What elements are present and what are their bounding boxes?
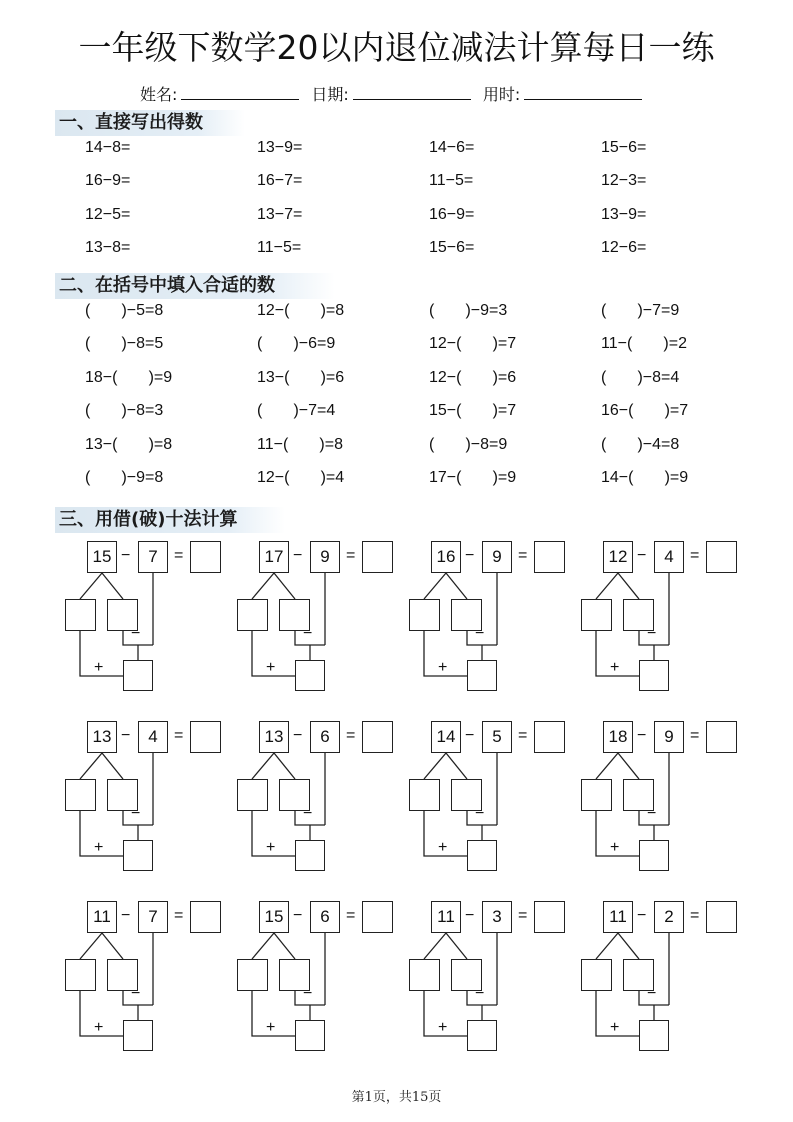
subtract-sign: − — [475, 805, 485, 822]
direct-calc-equation[interactable]: 13−8= — [85, 239, 131, 257]
section-3-heading: 三、用借(破)十法计算 — [55, 507, 285, 533]
subtrahend-value: 6 — [320, 907, 330, 926]
direct-calc-equation[interactable]: 16−9= — [429, 205, 475, 223]
break-ten-problem — [237, 721, 407, 876]
fill-bracket-equation[interactable]: ( )−5=8 — [85, 301, 164, 319]
direct-calc-equation[interactable]: 16−7= — [257, 172, 303, 190]
plus-sign: + — [438, 839, 448, 856]
break-ten-problem — [409, 721, 579, 876]
minuend-box — [603, 901, 633, 933]
direct-calc-equation[interactable]: 13−7= — [257, 205, 303, 223]
minus-sign: − — [121, 727, 131, 744]
plus-sign: + — [266, 659, 276, 676]
direct-calc-equation[interactable]: 15−6= — [601, 138, 647, 156]
plus-sign: + — [266, 1019, 276, 1036]
break-ten-problem — [65, 541, 235, 696]
fill-bracket-equation[interactable]: 13−( )=6 — [257, 368, 345, 386]
name-label: 姓名: — [140, 85, 178, 104]
fill-bracket-equation[interactable]: 12−( )=4 — [257, 469, 345, 487]
fill-bracket-equation[interactable]: ( )−8=9 — [429, 435, 508, 453]
fill-bracket-equation[interactable]: ( )−4=8 — [601, 435, 680, 453]
break-ten-problem — [65, 721, 235, 876]
split-ten-box[interactable] — [237, 779, 268, 811]
minuend-box — [603, 541, 633, 573]
subtract-sign: − — [303, 985, 313, 1002]
intermediate-result-box[interactable] — [639, 840, 669, 871]
fill-bracket-equation[interactable]: ( )−6=9 — [257, 335, 336, 353]
subtrahend-box — [310, 541, 340, 573]
split-ten-box[interactable] — [581, 779, 612, 811]
time-used-field[interactable] — [483, 82, 646, 105]
minus-sign: − — [465, 727, 475, 744]
break-ten-problem — [409, 901, 579, 1056]
minus-sign: − — [637, 547, 647, 564]
fill-bracket-equation[interactable]: 11−( )=2 — [601, 335, 687, 353]
plus-sign: + — [438, 1019, 448, 1036]
fill-bracket-row — [85, 428, 785, 462]
minus-sign: − — [293, 907, 303, 924]
answer-box[interactable] — [190, 541, 221, 573]
answer-box[interactable] — [706, 541, 737, 573]
fill-bracket-row — [85, 328, 785, 362]
minuend-box — [87, 901, 117, 933]
subtrahend-box — [654, 541, 684, 573]
equals-sign: = — [518, 727, 528, 744]
minuend-box — [87, 721, 117, 753]
plus-sign: + — [438, 659, 448, 676]
subtrahend-box — [138, 721, 168, 753]
answer-box[interactable] — [706, 721, 737, 753]
intermediate-result-box[interactable] — [467, 660, 497, 691]
subtract-sign: − — [131, 805, 141, 822]
direct-calc-row — [85, 165, 785, 199]
date-label: 日期: — [311, 85, 349, 104]
fill-bracket-equation[interactable]: ( )−7=9 — [601, 301, 680, 319]
minuend-box — [259, 721, 289, 753]
fill-bracket-equation[interactable]: 12−( )=6 — [429, 368, 517, 386]
minuend-value: 14 — [436, 727, 456, 746]
split-ten-box[interactable] — [409, 959, 440, 991]
subtract-sign: − — [647, 805, 657, 822]
fill-bracket-row — [85, 361, 785, 395]
date-field[interactable] — [311, 82, 474, 105]
section-2-equations — [85, 294, 785, 495]
fill-bracket-row — [85, 294, 785, 328]
plus-sign: + — [610, 1019, 620, 1036]
answer-box[interactable] — [362, 721, 393, 753]
answer-box[interactable] — [706, 901, 737, 933]
intermediate-result-box[interactable] — [123, 840, 153, 871]
intermediate-result-box[interactable] — [467, 1020, 497, 1051]
direct-calc-equation[interactable]: 13−9= — [257, 138, 303, 156]
equals-sign: = — [346, 727, 356, 744]
equals-sign: = — [346, 547, 356, 564]
split-ten-box[interactable] — [237, 599, 268, 631]
subtrahend-value: 7 — [148, 907, 158, 926]
section-2-heading: 二、在括号中填入合适的数 — [55, 273, 335, 299]
minuend-box — [431, 541, 461, 573]
direct-calc-row — [85, 131, 785, 165]
equals-sign: = — [518, 547, 528, 564]
direct-calc-row — [85, 232, 785, 266]
plus-sign: + — [94, 659, 104, 676]
subtrahend-box — [482, 901, 512, 933]
break-ten-problem — [581, 901, 751, 1056]
minuend-value: 16 — [436, 547, 456, 566]
subtrahend-box — [138, 541, 168, 573]
fill-bracket-equation[interactable]: 17−( )=9 — [429, 469, 517, 487]
minuend-value: 15 — [92, 547, 112, 566]
answer-box[interactable] — [534, 901, 565, 933]
minuend-value: 11 — [437, 907, 455, 926]
plus-sign: + — [94, 839, 104, 856]
name-field[interactable] — [140, 82, 303, 105]
subtract-sign: − — [475, 625, 485, 642]
split-ten-box[interactable] — [237, 959, 268, 991]
minuend-box — [603, 721, 633, 753]
subtrahend-value: 9 — [320, 547, 330, 566]
minuend-value: 15 — [264, 907, 284, 926]
minuend-value: 18 — [608, 727, 628, 746]
plus-sign: + — [266, 839, 276, 856]
intermediate-result-box[interactable] — [123, 1020, 153, 1051]
split-ten-box[interactable] — [409, 779, 440, 811]
fill-bracket-equation[interactable]: 13−( )=8 — [85, 435, 173, 453]
intermediate-result-box[interactable] — [639, 660, 669, 691]
minus-sign: − — [293, 547, 303, 564]
split-ten-box[interactable] — [581, 959, 612, 991]
split-ten-box[interactable] — [65, 599, 96, 631]
intermediate-result-box[interactable] — [639, 1020, 669, 1051]
break-ten-problem — [237, 541, 407, 696]
equals-sign: = — [690, 727, 700, 744]
answer-box[interactable] — [190, 901, 221, 933]
subtract-sign: − — [131, 625, 141, 642]
break-ten-problem — [581, 541, 751, 696]
plus-sign: + — [610, 839, 620, 856]
subtract-sign: − — [647, 985, 657, 1002]
fill-bracket-equation[interactable]: 14−( )=9 — [601, 469, 689, 487]
equals-sign: = — [518, 907, 528, 924]
direct-calc-equation[interactable]: 15−6= — [429, 239, 475, 257]
split-ten-box[interactable] — [409, 599, 440, 631]
equals-sign: = — [346, 907, 356, 924]
break-ten-problem — [65, 901, 235, 1056]
fill-bracket-equation[interactable]: ( )−9=8 — [85, 469, 164, 487]
minuend-value: 17 — [264, 547, 284, 566]
fill-bracket-equation[interactable]: ( )−9=3 — [429, 301, 508, 319]
minuend-box — [431, 901, 461, 933]
plus-sign: + — [94, 1019, 104, 1036]
subtrahend-box — [310, 901, 340, 933]
page-footer: 第1页，共15页 — [351, 1090, 442, 1105]
minuend-box — [87, 541, 117, 573]
subtrahend-box — [310, 721, 340, 753]
subtrahend-value: 9 — [492, 547, 502, 566]
subtrahend-value: 3 — [492, 907, 502, 926]
direct-calc-equation[interactable]: 11−5= — [257, 239, 302, 257]
subtract-sign: − — [303, 805, 313, 822]
minuend-value: 11 — [93, 907, 111, 926]
direct-calc-equation[interactable]: 16−9= — [85, 172, 131, 190]
subtrahend-value: 6 — [320, 727, 330, 746]
answer-box[interactable] — [534, 541, 565, 573]
intermediate-result-box[interactable] — [295, 840, 325, 871]
answer-box[interactable] — [190, 721, 221, 753]
subtrahend-value: 9 — [664, 727, 674, 746]
section-1-heading: 一、直接写出得数 — [55, 110, 245, 136]
equals-sign: = — [690, 907, 700, 924]
minuend-value: 12 — [608, 547, 628, 566]
fill-bracket-equation[interactable]: ( )−8=4 — [601, 368, 680, 386]
direct-calc-equation[interactable]: 12−6= — [601, 239, 647, 257]
intermediate-result-box[interactable] — [123, 660, 153, 691]
fill-bracket-equation[interactable]: 18−( )=9 — [85, 368, 173, 386]
subtrahend-value: 7 — [148, 547, 158, 566]
fill-bracket-equation[interactable]: 16−( )=7 — [601, 402, 689, 420]
direct-calc-equation[interactable]: 14−6= — [429, 138, 475, 156]
minus-sign: − — [121, 907, 131, 924]
subtract-sign: − — [475, 985, 485, 1002]
fill-bracket-equation[interactable]: ( )−7=4 — [257, 402, 336, 420]
minus-sign: − — [293, 727, 303, 744]
intermediate-result-box[interactable] — [295, 1020, 325, 1051]
subtrahend-box — [482, 721, 512, 753]
fill-bracket-row — [85, 395, 785, 429]
direct-calc-equation[interactable]: 12−3= — [601, 172, 647, 190]
section-1-equations — [85, 131, 785, 265]
direct-calc-equation[interactable]: 13−9= — [601, 205, 647, 223]
date-blank[interactable] — [353, 86, 471, 100]
split-ten-box[interactable] — [65, 959, 96, 991]
minus-sign: − — [465, 547, 475, 564]
fill-bracket-equation[interactable]: ( )−8=5 — [85, 335, 164, 353]
split-ten-box[interactable] — [65, 779, 96, 811]
answer-box[interactable] — [362, 901, 393, 933]
break-ten-problem — [409, 541, 579, 696]
subtrahend-value: 2 — [664, 907, 674, 926]
fill-bracket-equation[interactable]: 11−( )=8 — [257, 435, 343, 453]
answer-box[interactable] — [534, 721, 565, 753]
subtrahend-box — [654, 721, 684, 753]
direct-calc-equation[interactable]: 11−5= — [429, 172, 474, 190]
subtrahend-box — [138, 901, 168, 933]
minuend-box — [259, 541, 289, 573]
minuend-value: 13 — [264, 727, 284, 746]
minuend-box — [431, 721, 461, 753]
direct-calc-equation[interactable]: 14−8= — [85, 138, 131, 156]
direct-calc-equation[interactable]: 12−5= — [85, 205, 131, 223]
fill-bracket-equation[interactable]: 12−( )=8 — [257, 301, 345, 319]
subtract-sign: − — [131, 985, 141, 1002]
split-ten-box[interactable] — [581, 599, 612, 631]
worksheet-title: 一年级下数学20以内退位减法计算每日一练 — [78, 28, 715, 67]
student-info-row — [140, 82, 646, 105]
direct-calc-row — [85, 198, 785, 232]
intermediate-result-box[interactable] — [295, 660, 325, 691]
minuend-box — [259, 901, 289, 933]
equals-sign: = — [174, 907, 184, 924]
equals-sign: = — [174, 727, 184, 744]
subtrahend-value: 5 — [492, 727, 502, 746]
subtrahend-value: 4 — [148, 727, 158, 746]
time-used-label: 用时: — [482, 85, 521, 104]
fill-bracket-equation[interactable]: 12−( )=7 — [429, 335, 517, 353]
break-ten-problem — [581, 721, 751, 876]
equals-sign: = — [690, 547, 700, 564]
equals-sign: = — [174, 547, 184, 564]
subtract-sign: − — [647, 625, 657, 642]
subtract-sign: − — [303, 625, 313, 642]
subtrahend-box — [654, 901, 684, 933]
minus-sign: − — [465, 907, 475, 924]
fill-bracket-equation[interactable]: 15−( )=7 — [429, 402, 517, 420]
minus-sign: − — [121, 547, 131, 564]
break-ten-problem — [237, 901, 407, 1056]
minuend-value: 11 — [609, 907, 627, 926]
time-used-blank[interactable] — [524, 86, 642, 100]
intermediate-result-box[interactable] — [467, 840, 497, 871]
name-blank[interactable] — [181, 86, 299, 100]
minuend-value: 13 — [92, 727, 112, 746]
minus-sign: − — [637, 727, 647, 744]
subtrahend-value: 4 — [664, 547, 674, 566]
minus-sign: − — [637, 907, 647, 924]
plus-sign: + — [610, 659, 620, 676]
subtrahend-box — [482, 541, 512, 573]
answer-box[interactable] — [362, 541, 393, 573]
fill-bracket-row — [85, 462, 785, 496]
fill-bracket-equation[interactable]: ( )−8=3 — [85, 402, 164, 420]
